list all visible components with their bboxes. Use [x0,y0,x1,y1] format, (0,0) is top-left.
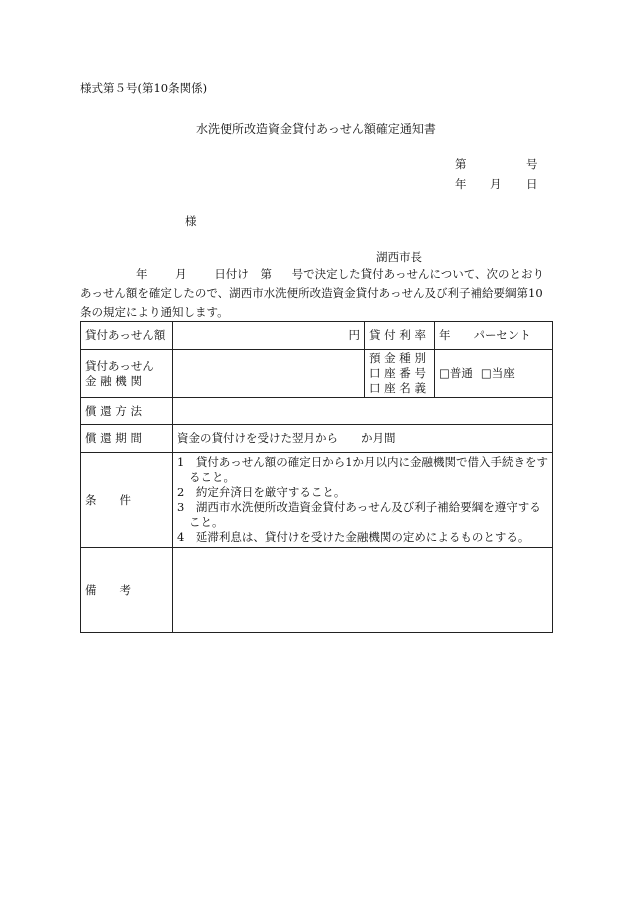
institution-value[interactable] [173,350,365,398]
institution-label-line2: 金 融 機 関 [85,373,142,388]
institution-label-line1: 貸付あっせん [85,358,154,373]
condition-item: 3 湖西市水洗便所改造資金貸付あっせん及び利子補給要綱を遵守すること。 [177,500,541,529]
row-institution [81,350,553,398]
body-line-1-rest: 号で決定した貸付あっせんについて、次のとおり [291,267,545,281]
conditions-list [173,453,553,548]
condition-item: 4 延滞利息は、貸付けを受けた金融機関の定めによるものとする。 [177,530,530,544]
remarks-label: 備 考 [81,548,173,633]
repayment-method-value[interactable] [173,398,553,425]
account-labels [365,350,435,398]
condition-item: 1 貸付あっせん額の確定日から1か月以内に金融機関で借入手続きをすること。 [177,455,549,484]
body-line-3: 条の規定により通知します。 [80,305,229,319]
date-year: 年 [455,177,467,191]
row-remarks [81,548,553,633]
repayment-period-value[interactable]: 資金の貸付けを受けた翌月から か月間 [173,425,553,453]
document-title: 水洗便所改造資金貸付あっせん額確定通知書 [196,122,436,136]
yen-unit: 円 [348,328,360,342]
body-day: 日付け [214,267,249,281]
conditions-label: 条 件 [81,453,173,548]
repayment-method-label: 償 還 方 法 [81,398,173,425]
number-prefix: 第 [455,157,467,171]
interest-rate-value[interactable]: 年 パーセント [435,322,553,350]
addressee: 様 [185,214,197,228]
row-loan-amount [81,322,553,350]
body-line-2: あっせん額を確定したので、湖西市水洗便所改造資金貸付あっせん及び利子補給要綱第10 [80,286,543,300]
notice-table [80,321,553,633]
notice-body [80,265,552,322]
row-repayment-period [81,425,553,453]
account-type-options [435,350,553,398]
body-line-1 [80,265,552,284]
row-repayment-method [81,398,553,425]
repayment-period-label: 償 還 期 間 [81,425,173,453]
account-name-label: 口 座 名 義 [369,381,426,395]
institution-label [81,350,173,398]
loan-amount-value[interactable] [173,322,365,350]
body-year: 年 [136,267,148,281]
account-type-label: 預 金 種 別 [369,351,426,365]
checkbox-ordinary[interactable]: □普通 [439,366,473,380]
loan-amount-label: 貸付あっせん額 [81,322,173,350]
body-month: 月 [175,267,187,281]
body-number-prefix: 第 [260,267,272,281]
remarks-value[interactable] [173,548,553,633]
checkbox-current[interactable]: □当座 [480,366,515,380]
condition-item: 2 約定弁済日を厳守すること。 [177,485,346,499]
account-number-label: 口 座 番 号 [369,366,426,380]
interest-rate-label: 貸 付 利 率 [365,322,435,350]
date-month: 月 [490,177,502,191]
issuer-name: 湖西市長 [376,250,422,264]
date-day: 日 [526,177,538,191]
form-number: 様式第５号(第10条関係) [80,81,208,95]
number-suffix: 号 [526,157,538,171]
row-conditions [81,453,553,548]
